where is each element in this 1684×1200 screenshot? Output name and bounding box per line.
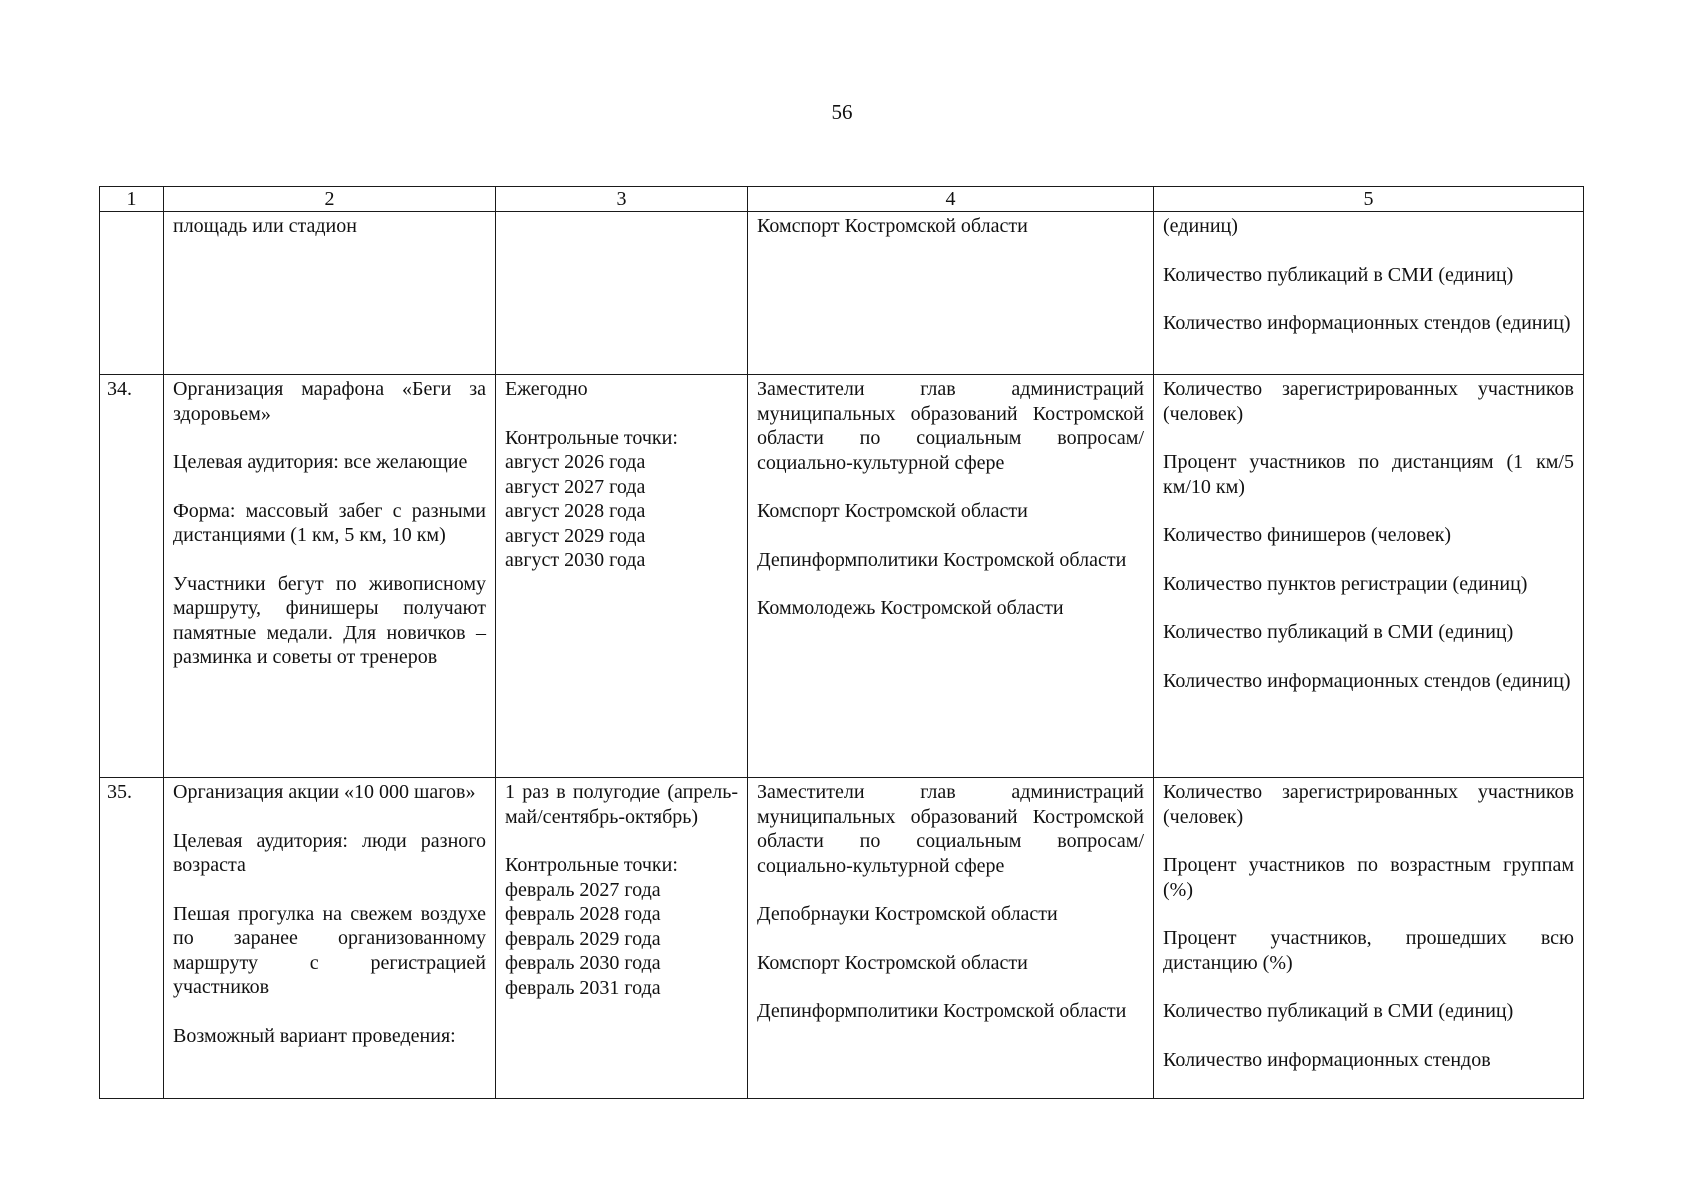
indicator-text: Процент участников по дистанциям (1 км/5 км/10 км) bbox=[1163, 451, 1574, 498]
event-form: Форма: массовый забег с разными дистанциями (1 км, 5 км, 10 км) bbox=[173, 499, 486, 546]
event-cell bbox=[164, 212, 496, 375]
indicator-text: Количество финишеров (человек) bbox=[1163, 524, 1452, 546]
indicator-text: Количество зарегистрированных участников (человек) bbox=[1163, 781, 1574, 828]
event-variant: Возможный вариант проведения: bbox=[173, 1024, 456, 1047]
control-point: февраль 2031 года bbox=[505, 976, 661, 999]
control-point: февраль 2029 года bbox=[505, 927, 661, 950]
control-point: февраль 2028 года bbox=[505, 903, 661, 925]
timing-frequency: 1 раз в полугодие (апрель-май/сентябрь-октябрь) bbox=[505, 781, 738, 828]
event-text: площадь или стадион bbox=[173, 215, 357, 237]
responsible-cell bbox=[748, 778, 1154, 1099]
header-row bbox=[100, 187, 1584, 212]
indicator-text: Количество зарегистрированных участников (человек) bbox=[1163, 378, 1574, 425]
event-audience: Целевая аудитория: люди разного возраста bbox=[173, 829, 486, 876]
indicator-text: Количество публикаций в СМИ (единиц) bbox=[1163, 1000, 1514, 1022]
responsible-cell bbox=[748, 212, 1154, 375]
control-points-label: Контрольные точки: bbox=[505, 426, 678, 449]
table-row bbox=[100, 778, 1584, 1099]
responsible-text: Комспорт Костромской области bbox=[757, 500, 1028, 522]
row-number bbox=[100, 212, 164, 375]
events-table bbox=[99, 186, 1584, 1099]
table-row bbox=[100, 212, 1584, 375]
indicator-text: Процент участников по возрастным группам (%) bbox=[1163, 854, 1574, 901]
responsible-cell bbox=[748, 375, 1154, 778]
indicators-cell bbox=[1154, 375, 1584, 778]
page-number: 56 bbox=[831, 100, 853, 124]
timing-cell bbox=[496, 212, 748, 375]
event-description: Участники бегут по живописному маршруту, финишеры получают памятные медали. Для новичков – разминка и советы от тренеров bbox=[173, 572, 486, 668]
header-col-5: 5 bbox=[1154, 187, 1584, 212]
control-point: август 2030 года bbox=[505, 549, 646, 571]
header-col-2: 2 bbox=[164, 187, 496, 212]
indicators-cell bbox=[1154, 778, 1584, 1099]
control-point: август 2026 года bbox=[505, 451, 646, 473]
control-point: февраль 2027 года bbox=[505, 878, 661, 901]
event-cell bbox=[164, 778, 496, 1099]
indicator-text: Количество публикаций в СМИ (единиц) bbox=[1163, 621, 1514, 643]
header-col-3: 3 bbox=[496, 187, 748, 212]
header-col-1: 1 bbox=[100, 187, 164, 212]
row-number: 35. bbox=[100, 778, 164, 1099]
event-title: Организация акции «10 000 шагов» bbox=[173, 781, 476, 803]
table-row bbox=[100, 375, 1584, 778]
indicator-text: Количество информационных стендов bbox=[1163, 1048, 1491, 1071]
responsible-text: Заместители глав администраций муниципальных образований Костромской области по социальным вопросам/ социально-культурной сфере bbox=[757, 378, 1144, 474]
row-number: 34. bbox=[100, 375, 164, 778]
indicator-text: Количество информационных стендов (единиц) bbox=[1163, 312, 1571, 334]
indicator-text: Количество публикаций в СМИ (единиц) bbox=[1163, 263, 1514, 286]
responsible-text: Коммолодежь Костромской области bbox=[757, 597, 1064, 619]
event-cell bbox=[164, 375, 496, 778]
indicator-text: Количество пунктов регистрации (единиц) bbox=[1163, 572, 1528, 595]
indicator-text: Количество информационных стендов (единиц) bbox=[1163, 669, 1571, 692]
responsible-text: Заместители глав администраций муниципальных образований Костромской области по социальным вопросам/ социально-культурной сфере bbox=[757, 781, 1144, 877]
event-title: Организация марафона «Беги за здоровьем» bbox=[173, 378, 486, 425]
control-point: февраль 2030 года bbox=[505, 952, 661, 974]
event-audience: Целевая аудитория: все желающие bbox=[173, 451, 468, 473]
control-point: август 2028 года bbox=[505, 500, 646, 522]
header-col-4: 4 bbox=[748, 187, 1154, 212]
indicator-text: (единиц) bbox=[1163, 215, 1238, 237]
control-points-label: Контрольные точки: bbox=[505, 854, 678, 876]
indicator-text: Процент участников, прошедших всю дистанцию (%) bbox=[1163, 927, 1574, 974]
timing-cell bbox=[496, 778, 748, 1099]
responsible-text: Комспорт Костромской области bbox=[757, 215, 1028, 237]
indicators-cell bbox=[1154, 212, 1584, 375]
responsible-text: Депобрнауки Костромской области bbox=[757, 903, 1058, 925]
control-point: август 2029 года bbox=[505, 524, 646, 547]
event-description: Пешая прогулка на свежем воздухе по заранее организованному маршруту с регистрацией участников bbox=[173, 902, 486, 998]
timing-cell bbox=[496, 375, 748, 778]
responsible-text: Депинформполитики Костромской области bbox=[757, 1000, 1127, 1022]
control-point: август 2027 года bbox=[505, 475, 646, 498]
timing-frequency: Ежегодно bbox=[505, 378, 588, 400]
responsible-text: Комспорт Костромской области bbox=[757, 951, 1028, 974]
responsible-text: Депинформполитики Костромской области bbox=[757, 548, 1127, 571]
